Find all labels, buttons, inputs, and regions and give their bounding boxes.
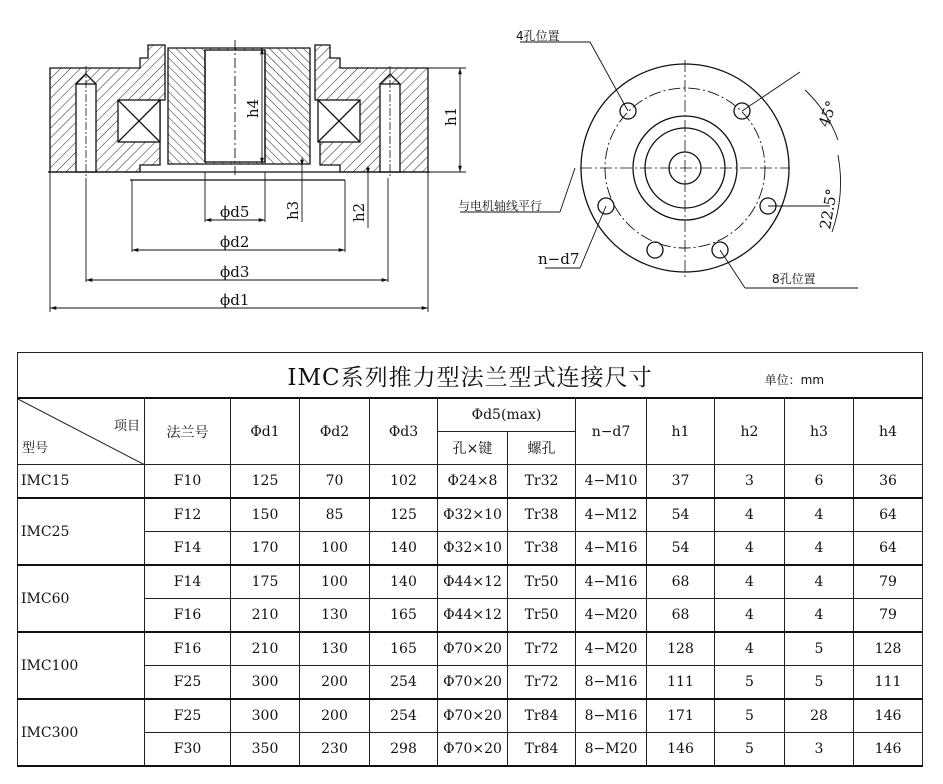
cell-h3: 4: [785, 498, 854, 532]
model-name-cell: IMC15: [18, 465, 145, 499]
cell-h1: 111: [647, 666, 715, 700]
header-d1: Φd1: [231, 398, 300, 465]
cell-h4: 79: [854, 565, 923, 599]
cell-d1: 350: [231, 733, 300, 767]
table-body: [18, 465, 923, 767]
cell-key: Φ44×12: [438, 565, 508, 599]
cell-d1: 175: [231, 565, 300, 599]
cell-h3: 5: [785, 632, 854, 666]
cell-nd7: 4−M16: [576, 532, 647, 566]
header-d5-key: 孔×键: [438, 432, 508, 465]
cell-nd7: 8−M20: [576, 733, 647, 767]
label-d1: ϕd1: [220, 291, 250, 309]
cell-key: Φ44×12: [438, 599, 508, 633]
label-d5: ϕd5: [220, 203, 250, 221]
cell-screw: Tr50: [508, 565, 576, 599]
cell-h4: 146: [854, 733, 923, 767]
cell-d3: 102: [370, 465, 438, 499]
cell-screw: Tr38: [508, 498, 576, 532]
label-parallel-to-motor-axis: 与电机轴线平行: [458, 199, 543, 213]
corner-model-label: 型号: [22, 441, 49, 456]
cell-d3: 298: [370, 733, 438, 767]
cell-d3: 165: [370, 599, 438, 633]
cell-d1: 150: [231, 498, 300, 532]
cell-d2: 100: [300, 532, 370, 566]
cell-h2: 4: [715, 532, 785, 566]
cell-h2: 5: [715, 733, 785, 767]
model-name-cell: IMC60: [18, 565, 145, 632]
table-title-cell: [18, 353, 923, 399]
table-title: IMC系列推力型法兰型式连接尺寸: [287, 364, 653, 391]
table-row: [18, 599, 923, 633]
cell-h4: 146: [854, 699, 923, 733]
label-h4: h4: [244, 98, 262, 118]
cell-d1: 210: [231, 632, 300, 666]
cell-flange: F10: [145, 465, 231, 499]
cell-h4: 79: [854, 599, 923, 633]
cell-screw: Tr84: [508, 733, 576, 767]
cell-h4: 128: [854, 632, 923, 666]
table-row: [18, 632, 923, 666]
header-h4: h4: [854, 398, 923, 465]
cell-h1: 37: [647, 465, 715, 499]
cell-d3: 254: [370, 699, 438, 733]
cell-h3: 5: [785, 666, 854, 700]
cell-d2: 130: [300, 599, 370, 633]
corner-header: [18, 398, 145, 465]
cell-d2: 130: [300, 632, 370, 666]
header-h1: h1: [647, 398, 715, 465]
cell-nd7: 4−M16: [576, 565, 647, 599]
cell-d3: 254: [370, 666, 438, 700]
label-d3: ϕd3: [220, 263, 250, 281]
cell-key: Φ70×20: [438, 666, 508, 700]
label-angle-45: 45°: [814, 98, 841, 130]
cell-key: Φ24×8: [438, 465, 508, 499]
cell-d2: 200: [300, 699, 370, 733]
table-row: [18, 733, 923, 767]
cell-key: Φ70×20: [438, 699, 508, 733]
cell-d1: 170: [231, 532, 300, 566]
cell-h3: 4: [785, 599, 854, 633]
cell-d1: 210: [231, 599, 300, 633]
cell-flange: F25: [145, 699, 231, 733]
header-d5: Φd5(max): [438, 398, 576, 432]
cell-h2: 4: [715, 599, 785, 633]
label-d2: ϕd2: [220, 233, 250, 251]
cell-d3: 140: [370, 565, 438, 599]
cell-h3: 6: [785, 465, 854, 499]
cell-nd7: 8−M16: [576, 699, 647, 733]
header-h2: h2: [715, 398, 785, 465]
header-flange: 法兰号: [145, 398, 231, 465]
cell-h2: 5: [715, 699, 785, 733]
cell-screw: Tr84: [508, 699, 576, 733]
cell-nd7: 4−M12: [576, 498, 647, 532]
cell-flange: F14: [145, 565, 231, 599]
table-row: [18, 699, 923, 733]
cell-nd7: 4−M10: [576, 465, 647, 499]
cell-h1: 146: [647, 733, 715, 767]
cell-h4: 64: [854, 532, 923, 566]
cell-key: Φ32×10: [438, 532, 508, 566]
unit-label: 单位：mm: [764, 373, 825, 387]
cell-screw: Tr38: [508, 532, 576, 566]
cell-h3: 3: [785, 733, 854, 767]
table-row: [18, 565, 923, 599]
cell-h2: 4: [715, 632, 785, 666]
cell-key: Φ70×20: [438, 733, 508, 767]
cell-flange: F16: [145, 599, 231, 633]
cell-d1: 300: [231, 666, 300, 700]
cell-d3: 125: [370, 498, 438, 532]
cell-d2: 200: [300, 666, 370, 700]
cell-nd7: 4−M20: [576, 632, 647, 666]
cell-flange: F30: [145, 733, 231, 767]
cell-d2: 85: [300, 498, 370, 532]
label-8-hole-position: 8孔位置: [772, 272, 816, 286]
table-row: [18, 666, 923, 700]
cell-key: Φ32×10: [438, 498, 508, 532]
cell-h3: 4: [785, 565, 854, 599]
cell-d2: 100: [300, 565, 370, 599]
cell-h2: 5: [715, 666, 785, 700]
cell-screw: Tr72: [508, 666, 576, 700]
cell-d3: 140: [370, 532, 438, 566]
cell-h3: 28: [785, 699, 854, 733]
flange-dimension-table: [17, 352, 923, 767]
label-n-d7: n−d7: [538, 250, 580, 268]
label-4-hole-position: 4孔位置: [516, 29, 560, 43]
side-section-view: [48, 40, 430, 180]
cell-flange: F25: [145, 666, 231, 700]
cell-screw: Tr32: [508, 465, 576, 499]
header-h3: h3: [785, 398, 854, 465]
technical-drawing: [0, 0, 943, 345]
cell-d2: 230: [300, 733, 370, 767]
cell-h1: 68: [647, 565, 715, 599]
model-name-cell: IMC100: [18, 632, 145, 699]
cell-h1: 54: [647, 532, 715, 566]
cell-screw: Tr72: [508, 632, 576, 666]
label-h1: h1: [442, 106, 460, 126]
cell-nd7: 8−M16: [576, 666, 647, 700]
table-row: [18, 465, 923, 499]
corner-item-label: 项目: [113, 419, 140, 434]
cell-h2: 3: [715, 465, 785, 499]
table-row: [18, 498, 923, 532]
cell-flange: F12: [145, 498, 231, 532]
cell-h4: 36: [854, 465, 923, 499]
header-d3: Φd3: [370, 398, 438, 465]
front-view: [580, 60, 790, 278]
header-n-d7: n−d7: [576, 398, 647, 465]
cell-d1: 300: [231, 699, 300, 733]
cell-h4: 64: [854, 498, 923, 532]
cell-h1: 54: [647, 498, 715, 532]
cell-flange: F16: [145, 632, 231, 666]
model-name-cell: IMC25: [18, 498, 145, 565]
cell-nd7: 4−M20: [576, 599, 647, 633]
cell-key: Φ70×20: [438, 632, 508, 666]
label-h3: h3: [284, 200, 302, 220]
cell-h1: 128: [647, 632, 715, 666]
header-d5-screw: 螺孔: [508, 432, 576, 465]
cell-flange: F14: [145, 532, 231, 566]
cell-h3: 4: [785, 532, 854, 566]
header-d2: Φd2: [300, 398, 370, 465]
model-name-cell: IMC300: [18, 699, 145, 766]
label-angle-22-5: 22.5°: [816, 187, 842, 231]
label-h2: h2: [350, 202, 368, 222]
cell-h2: 4: [715, 565, 785, 599]
cell-d1: 125: [231, 465, 300, 499]
table-row: [18, 532, 923, 566]
cell-d3: 165: [370, 632, 438, 666]
cell-d2: 70: [300, 465, 370, 499]
cell-screw: Tr50: [508, 599, 576, 633]
cell-h1: 171: [647, 699, 715, 733]
cell-h1: 68: [647, 599, 715, 633]
front-leader-lines: [460, 42, 858, 288]
cell-h4: 111: [854, 666, 923, 700]
cell-h2: 4: [715, 498, 785, 532]
